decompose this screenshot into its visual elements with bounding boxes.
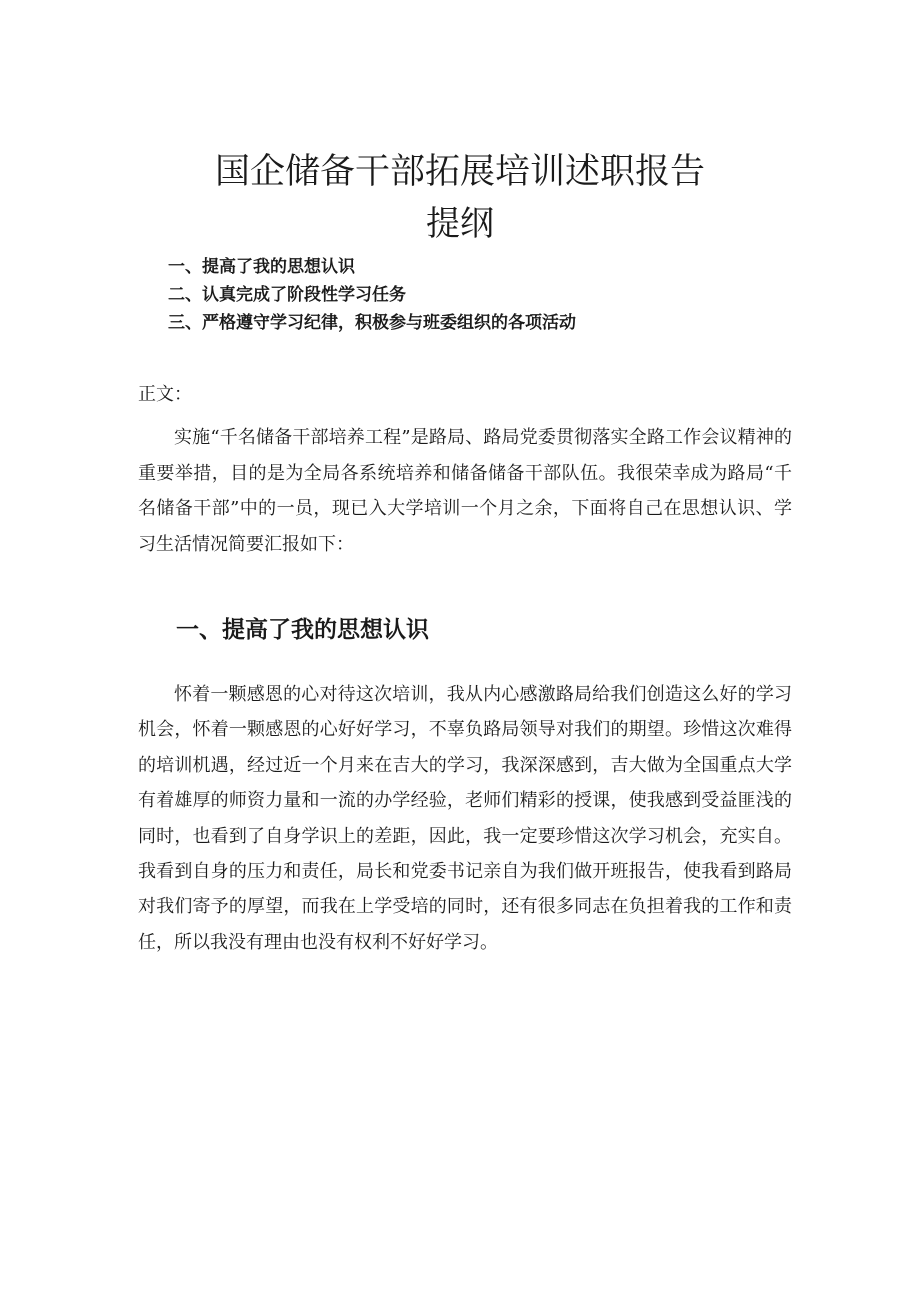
intro-paragraph: 实施“千名储备干部培养工程”是路局、路局党委贯彻落实全路工作会议精神的重要举措，目的是为全局各系统培养和储备储备干部队伍。我很荣幸成为路局“千名储备干部”中的一员，现已入大学培训一个月之余，下面将自己在思想认识、学习生活情况简要汇报如下： xyxy=(138,427,792,555)
document-subtitle: 提纲 xyxy=(426,204,494,244)
section-heading: 一、提高了我的思想认识 xyxy=(176,617,429,643)
document-title: 国企储备干部拓展培训述职报告 xyxy=(214,152,705,192)
outline-item: 三、严格遵守学习纪律，积极参与班委组织的各项活动 xyxy=(168,313,576,333)
outline-item: 一、提高了我的思想认识 xyxy=(168,257,355,277)
outline-item: 二、认真完成了阶段性学习任务 xyxy=(168,285,406,305)
body-label: 正文： xyxy=(138,384,192,405)
outline-list xyxy=(168,253,576,337)
section-paragraph: 怀着一颗感恩的心对待这次培训，我从内心感激路局给我们创造这么好的学习机会，怀着一颗感恩的心好好学习，不辜负路局领导对我们的期望。珍惜这次难得的培训机遇，经过近一个月来在吉大的学习，我深深感到，吉大做为全国重点大学有着雄厚的师资力量和一流的办学经验，老师们精彩的授课，使我感到受益匪浅的同时，也看到了自身学识上的差距，因此，我一定要珍惜这次学习机会，充实自。我看到自身的压力和责任，局长和党委书记亲自为我们做开班报告，使我看到路局对我们寄予的厚望，而我在上学受培的同时，还有很多同志在负担着我的工作和责任，所以我没有理由也没有权利不好好学习。 xyxy=(138,684,792,953)
